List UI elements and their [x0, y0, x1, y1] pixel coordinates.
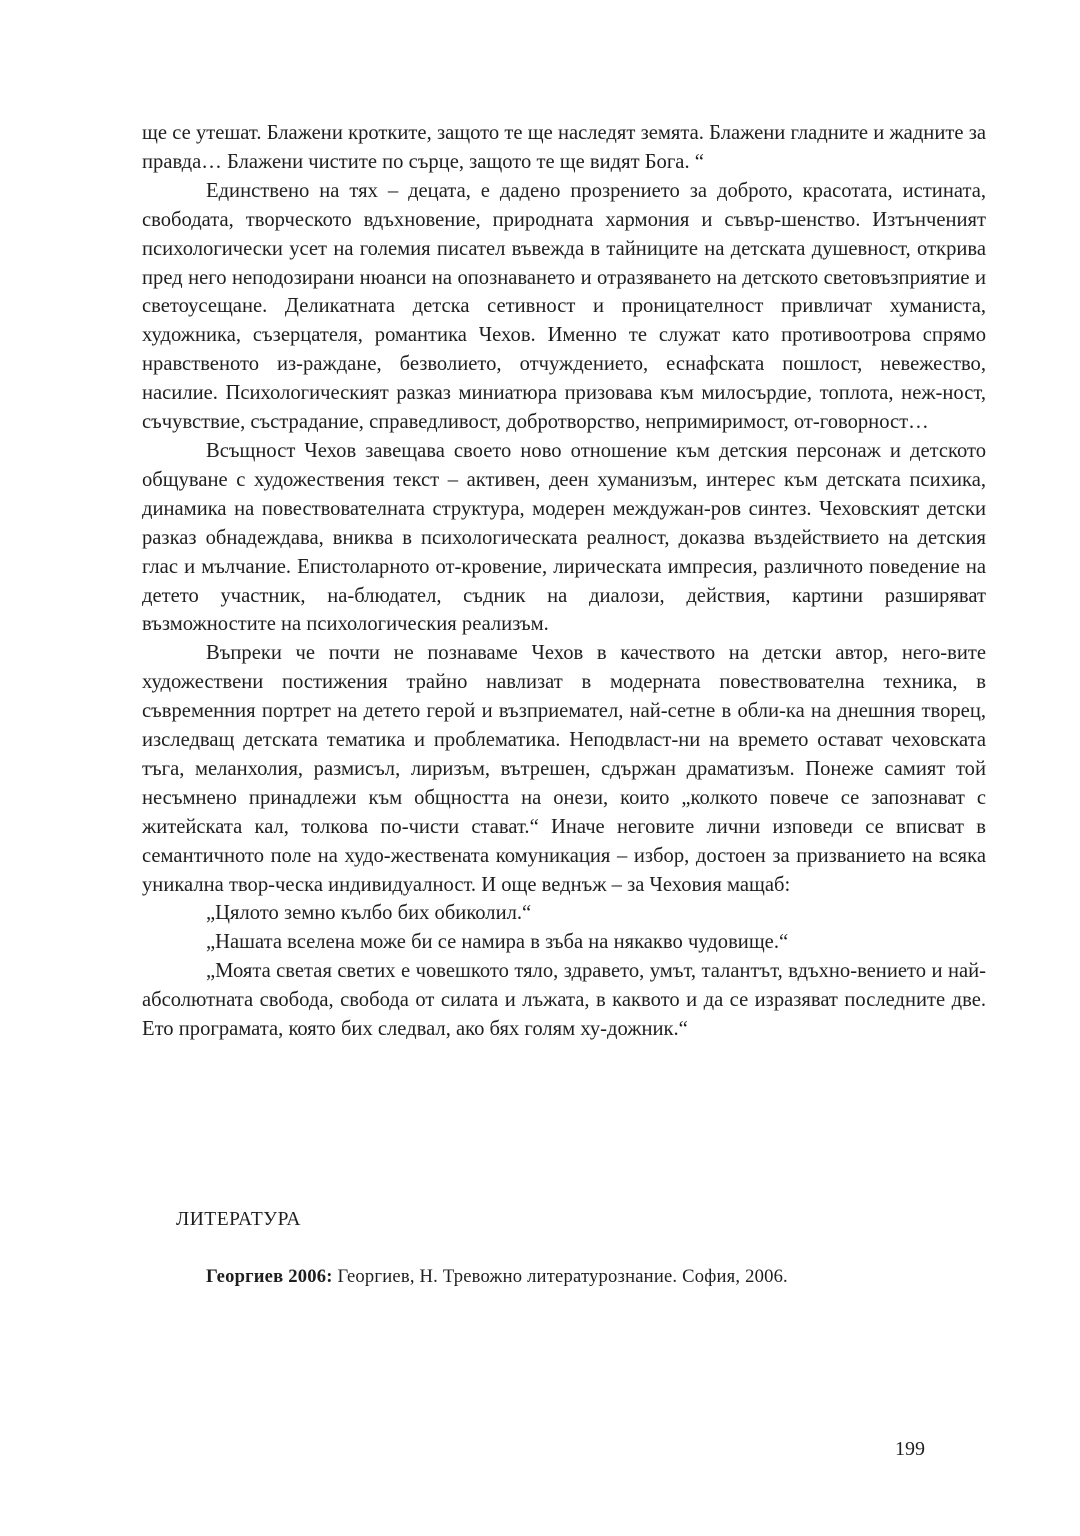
- bibliography-heading: ЛИТЕРАТУРА: [176, 1209, 301, 1230]
- paragraph-chekhov-author: Въпреки че почти не познаваме Чехов в качеството на детски автор, него-вите художествени постижения трайно навлизат в модерната повествователна техника, в съвременния портрет на детето герой и възприемател, най-сетне в обли-ка на днешния творец, изследващ детската тематика и проблематика. Неподвласт-ни на времето остават чеховската тъга, меланхолия, размисъл, лиризъм, вътрешен, сдържан драматизъм. Понеже самият той несъмнено принадлежи към общността на онези, които „колкото повече се запознават с житейската кал, толкова по-чисти стават.“ Иначе неговите лични изповеди се вписват в семантичното поле на худо-жествената комуникация – избор, достоен за призванието на всяка уникална твор-ческа индивидуалност. И още веднъж – за Чеховия мащаб:: [142, 642, 986, 896]
- paragraph-chekhov-legacy: Всъщност Чехов завещава своето ново отношение към детския персонаж и детското общуване с художествения текст – активен, деен хуманизъм, интерес към детската психика, динамика на повествователната структура, модерен междужан-ров синтез. Чеховският детски разказ обнадеждава, вниква в психологическата реалност, доказва въздействието на детския глас и мълчание. Епистоларното от-кровение, лирическата импресия, различното поведение на детето участник, на-блюдател, съдник на диалози, действия, картини разширяват възможностите на психологическия реализъм.: [142, 439, 986, 636]
- reference-text: Георгиев, Н. Тревожно литературознание. София, 2006.: [332, 1266, 788, 1287]
- paragraph-children-insight: Единствено на тях – децата, е дадено прозрението за доброто, красотата, истината, свободата, творческото вдъхновение, природната хармония и съвър-шенство. Изтънченият психологически усет на големия писател въвежда в тайниците на детската душевност, открива пред него неподозирани нюанси на опознаването и отразяването на детското световъзприятие и светоусещане. Деликатната детска сетивност и проницателност привличат хуманиста, художника, съзерцателя, романтика Чехов. Именно те служат като противоотрова спрямо нравственото из-раждане, безволието, отчуждението, еснафската пошлост, невежество, насилие. Психологическият разказ миниатюра призовава към милосърдие, топлота, неж-ност, съчувствие, състрадание, справедливост, добротворство, непримиримост, от-говорност…: [142, 179, 986, 434]
- page-number: 199: [895, 1438, 925, 1460]
- quote-globe: „Цялото земно кълбо бих обиколил.“: [206, 902, 532, 925]
- paragraph-continuation: ще се утешат. Блажени кротките, защото те ще наследят земята. Блажени гладните и жадните за правда… Блажени чистите по сърце, защото те ще видят Бога. “: [142, 122, 986, 173]
- quote-universe: „Нашата вселена може би се намира в зъба на някакво чудовище.“: [206, 931, 789, 954]
- quote-holy-of-holies: „Моята светая светих е човешкото тяло, здравето, умът, талантът, вдъхно-вението и най-абсолютната свобода, свобода от силата и лъжата, в каквото и да се изразяват последните две. Ето програмата, която бих следвал, ако бях голям ху-дожник.“: [142, 960, 986, 1041]
- reference-key: Георгиев 2006:: [206, 1266, 333, 1287]
- bibliography-entry: [206, 1264, 966, 1290]
- body-text: [142, 119, 986, 1044]
